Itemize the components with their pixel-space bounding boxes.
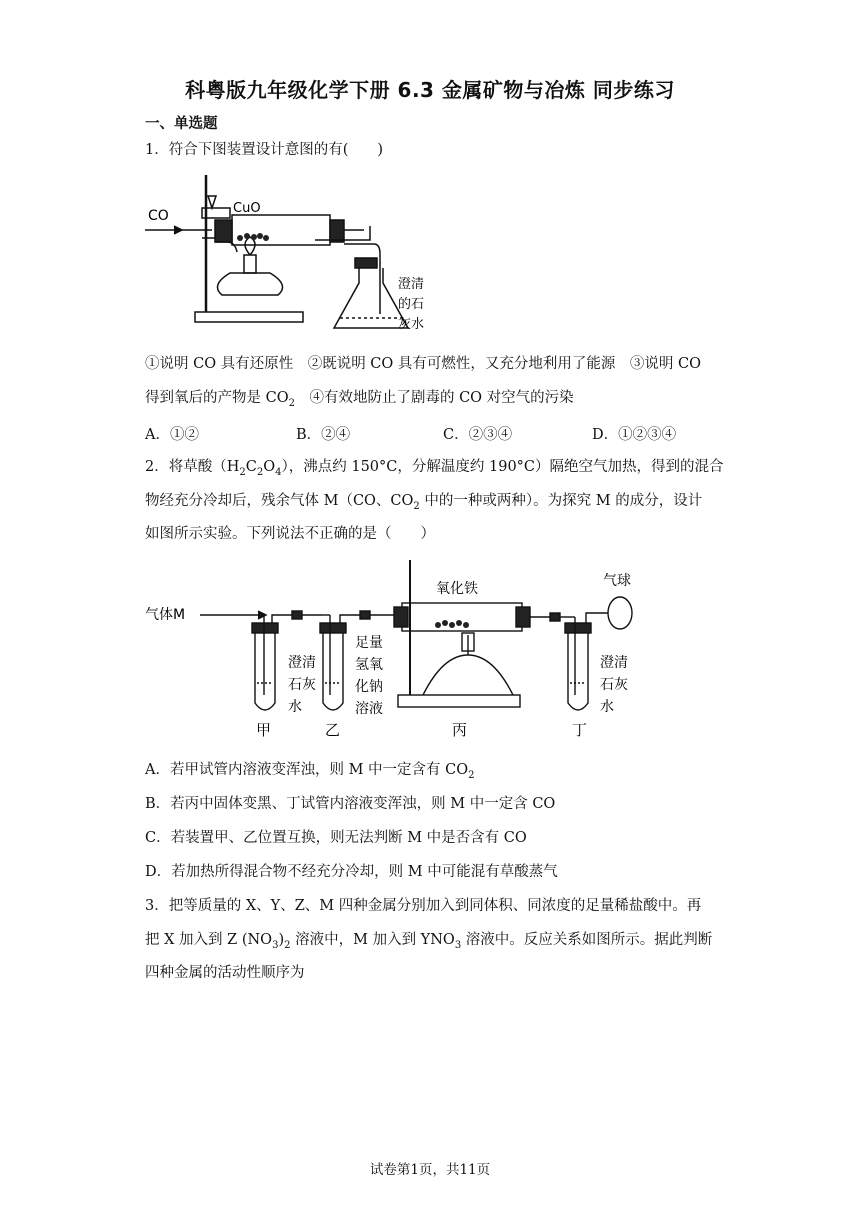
question-2-stem-line-1: 2．将草酸$(H_2C_2O_4)$，沸点约 150°C，分解温度约 190°C）隔绝空气加热，得到的混合 bbox=[145, 459, 724, 478]
balloon-label: 气球 bbox=[603, 573, 631, 589]
question-2-option-a: A．若甲试管内溶液变浑浊，则 M 中一定含有 $CO_2$ bbox=[145, 762, 475, 781]
question-3-stem-line-2: 把 X 加入到 Z $(NO_3)_2$ 溶液中，M 加入到 $YNO_3$ 溶液中。反应关系如图所示。据此判断 bbox=[145, 932, 713, 951]
label-ding: 丁 bbox=[572, 721, 588, 739]
question-1-figure bbox=[140, 170, 450, 340]
label-jia: 甲 bbox=[256, 721, 272, 739]
question-1-option-a: A．①② bbox=[145, 427, 199, 443]
question-2-option-d: D．若加热所得混合物不经充分冷却，则 M 中可能混有草酸蒸气 bbox=[145, 864, 558, 880]
question-2-stem-line-3: 如图所示实验。下列说法不正确的是（ ） bbox=[145, 526, 435, 542]
limewater-label-3: 灰水 bbox=[398, 317, 425, 332]
section-heading: 一、单选题 bbox=[145, 116, 218, 132]
co-label: CO bbox=[148, 208, 169, 224]
question-2-figure bbox=[140, 555, 650, 740]
naoh-label-4: 溶液 bbox=[355, 701, 383, 717]
limewater2-label-1: 澄清 bbox=[600, 655, 628, 671]
question-1-stem: 1．符合下图装置设计意图的有( ) bbox=[145, 142, 384, 158]
iron-oxide-label: 氧化铁 bbox=[436, 581, 478, 597]
limewater-label-1: 澄清 bbox=[288, 655, 316, 671]
gas-m-label: 气体M bbox=[145, 607, 186, 623]
limewater-label-2: 石灰 bbox=[288, 677, 316, 693]
naoh-label-3: 化钠 bbox=[355, 679, 383, 695]
question-1-option-c: C．②③④ bbox=[443, 427, 513, 443]
cuo-label: CuO bbox=[233, 201, 261, 216]
question-3-stem-line-1: 3．把等质量的 X、Y、Z、M 四种金属分别加入到同体积、同浓度的足量稀盐酸中。再 bbox=[145, 898, 702, 914]
naoh-label-2: 氢氧 bbox=[355, 657, 383, 673]
naoh-label-1: 足量 bbox=[355, 635, 383, 651]
question-2-option-c: C．若装置甲、乙位置互换，则无法判断 M 中是否含有 CO bbox=[145, 830, 527, 846]
limewater2-label-2: 石灰 bbox=[600, 677, 628, 693]
question-1-statement-line-1: ①说明 CO 具有还原性 ②既说明 CO 具有可燃性，又充分地利用了能源 ③说明 CO bbox=[145, 356, 701, 372]
question-3-stem-line-3: 四种金属的活动性顺序为 bbox=[145, 965, 305, 981]
question-1-option-b: B．②④ bbox=[296, 427, 351, 443]
page-title: 科粤版九年级化学下册 6.3 金属矿物与冶炼 同步练习 bbox=[185, 78, 675, 102]
question-2-option-b: B．若丙中固体变黑、丁试管内溶液变浑浊，则 M 中一定含 CO bbox=[145, 796, 556, 812]
question-2-stem-line-2: 物经充分冷却后，残余气体 M（CO、$CO_2$ 中的一种或两种）。为探究 M 的成分，设计 bbox=[145, 493, 703, 512]
label-bing: 丙 bbox=[452, 721, 468, 739]
limewater2-label-3: 水 bbox=[600, 699, 614, 715]
label-yi: 乙 bbox=[325, 721, 341, 739]
limewater-label-3: 水 bbox=[288, 699, 302, 715]
question-1-option-d: D．①②③④ bbox=[592, 427, 677, 443]
limewater-label-1: 澄清 bbox=[398, 277, 425, 292]
question-1-statement-line-2: 得到氧后的产物是 $CO_2$ ④有效地防止了剧毒的 CO 对空气的污染 bbox=[145, 390, 574, 409]
page-footer: 试卷第1页，共11页 bbox=[369, 1162, 491, 1178]
limewater-label-2: 的石 bbox=[398, 297, 425, 312]
